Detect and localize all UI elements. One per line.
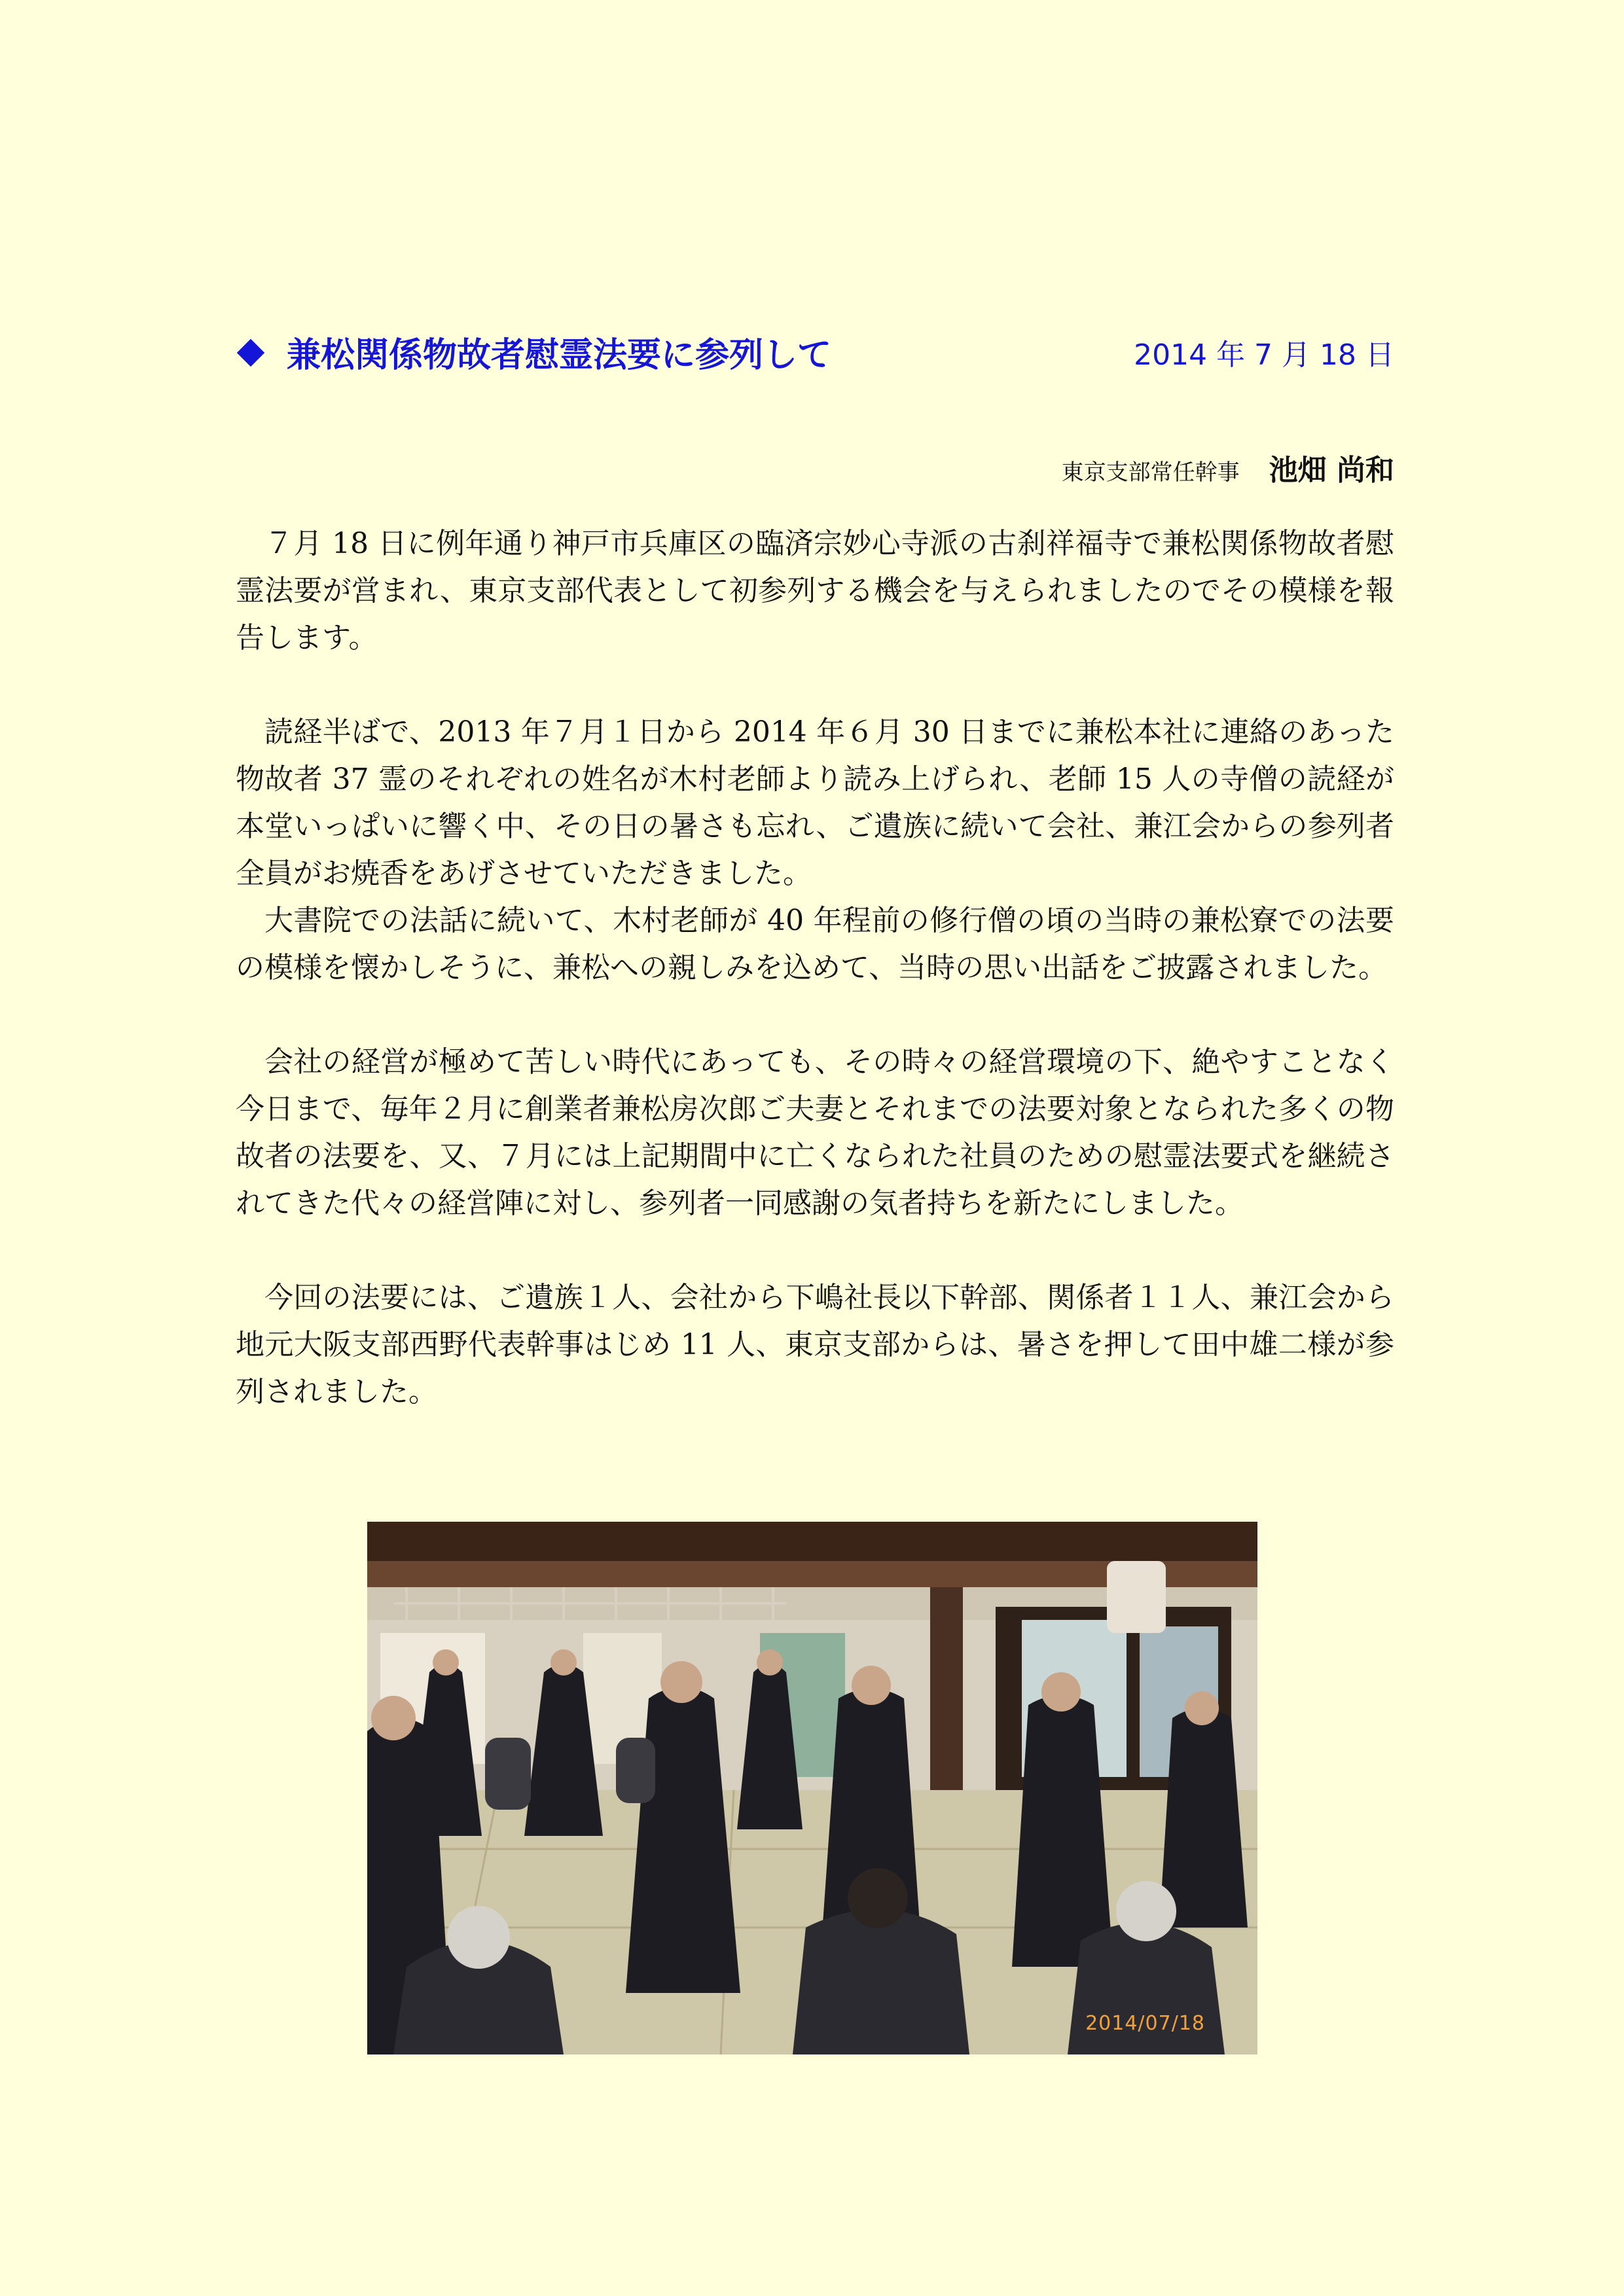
diamond-bullet-icon <box>237 339 264 367</box>
paragraph-3: 大書院での法話に続いて、木村老師が 40 年程前の修行僧の頃の当時の兼松寮での法要の模様を懐かしそうに、兼松への親しみを込めて、当時の思い出話をご披露されました。 <box>236 904 1394 984</box>
paragraph-1: ７月 18 日に例年通り神戸市兵庫区の臨済宗妙心寺派の古刹祥福寺で兼松関係物故者慰霊法要が営まれ、東京支部代表として初参列する機会を与えられましたのでその模様を報告します。 <box>236 527 1394 655</box>
paragraph-5: 今回の法要には、ご遺族１人、会社から下嶋社長以下幹部、関係者１１人、兼江会から地元大阪支部西野代表幹事はじめ 11 人、東京支部からは、暑さを押して田中雄二様が参列されました。 <box>236 1281 1394 1408</box>
author-role: 東京支部常任幹事 <box>1061 459 1240 486</box>
author-name: 池畑 尚和 <box>1269 454 1394 487</box>
article-title <box>236 327 831 376</box>
article-date: 2014 年 7 月 18 日 <box>1134 338 1394 372</box>
photo-date-stamp: 2014/07/18 <box>1085 2012 1205 2035</box>
author-line <box>1062 446 1394 488</box>
ceremony-photo <box>367 1522 1257 2054</box>
article-body <box>236 520 1394 1416</box>
paragraph-4: 会社の経営が極めて苦しい時代にあっても、その時々の経営環境の下、絶やすことなく今日まで、毎年２月に創業者兼松房次郎ご夫妻とそれまでの法要対象となられた多くの物故者の法要を、又、７月には上記期間中に亡くなられた社員のための慰霊法要式を継続されてきた代々の経営陣に対し、参列者一同感謝の気者持ちを新たにしました。 <box>236 1045 1394 1220</box>
title-row <box>236 327 1394 386</box>
paragraph-2: 読経半ばで、2013 年７月１日から 2014 年６月 30 日までに兼松本社に連絡のあった物故者 37 霊のそれぞれの姓名が木村老師より読み上げられ、老師 15 人の寺僧の読経が本堂いっぱいに響く中、その日の暑さも忘れ、ご遺族に続いて会社、兼江会からの参列者全員がお焼香をあげさせていただきました。 <box>236 715 1394 890</box>
article-title-text: 兼松関係物故者慰霊法要に参列して <box>287 336 832 375</box>
ceremony-photo-illustration <box>367 1522 1257 2054</box>
